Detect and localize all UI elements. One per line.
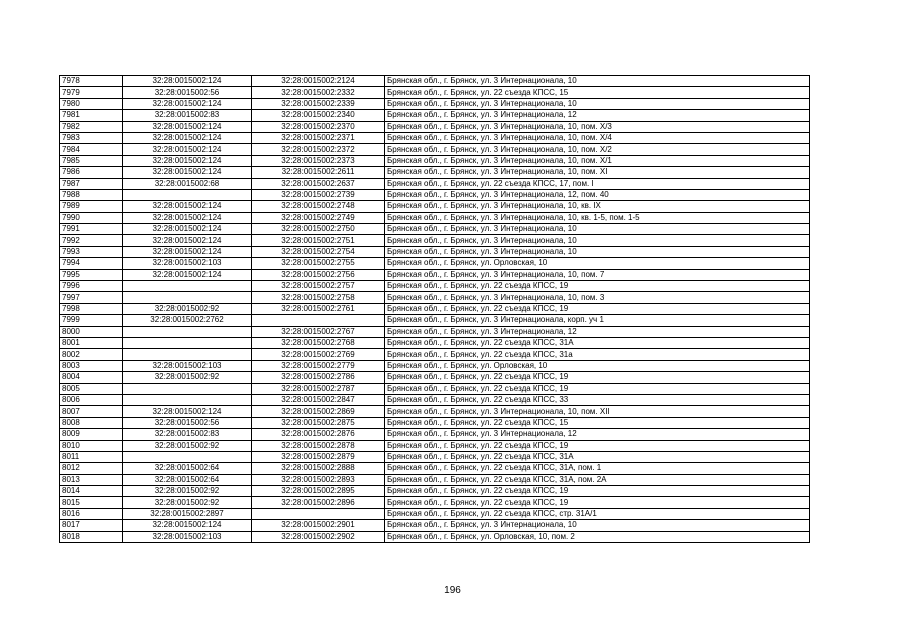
object-number-cell: 32:28:0015002:2339 [252, 98, 385, 109]
parcel-number-cell: 32:28:0015002:92 [123, 486, 252, 497]
address-cell: Брянская обл., г. Брянск, ул. 22 съезда КПСС, 19 [385, 383, 810, 394]
table-row [60, 212, 810, 223]
object-number-cell: 32:28:0015002:2756 [252, 269, 385, 280]
row-number-cell: 7986 [60, 167, 123, 178]
row-number-cell: 8006 [60, 394, 123, 405]
object-number-cell: 32:28:0015002:2769 [252, 349, 385, 360]
address-cell: Брянская обл., г. Брянск, ул. Орловская, 10 [385, 360, 810, 371]
object-number-cell: 32:28:0015002:2786 [252, 372, 385, 383]
table-row [60, 76, 810, 87]
address-cell: Брянская обл., г. Брянск, ул. Орловская, 10 [385, 258, 810, 269]
object-number-cell: 32:28:0015002:2332 [252, 87, 385, 98]
object-number-cell: 32:28:0015002:2893 [252, 474, 385, 485]
object-number-cell: 32:28:0015002:2611 [252, 167, 385, 178]
table-row [60, 178, 810, 189]
row-number-cell: 7979 [60, 87, 123, 98]
row-number-cell: 8014 [60, 486, 123, 497]
address-cell: Брянская обл., г. Брянск, ул. 3 Интернационала, 10, пом. XI [385, 167, 810, 178]
cadastral-table [59, 75, 810, 543]
table-row [60, 326, 810, 337]
table-row [60, 440, 810, 451]
object-number-cell: 32:28:0015002:2895 [252, 486, 385, 497]
parcel-number-cell [123, 337, 252, 348]
object-number-cell: 32:28:0015002:2739 [252, 189, 385, 200]
parcel-number-cell [123, 326, 252, 337]
object-number-cell: 32:28:0015002:2370 [252, 121, 385, 132]
address-cell: Брянская обл., г. Брянск, ул. 3 Интернационала, 10, пом. Х/3 [385, 121, 810, 132]
parcel-number-cell: 32:28:0015002:56 [123, 417, 252, 428]
row-number-cell: 7995 [60, 269, 123, 280]
row-number-cell: 7983 [60, 132, 123, 143]
table-row [60, 429, 810, 440]
row-number-cell: 8008 [60, 417, 123, 428]
address-cell: Брянская обл., г. Брянск, ул. 22 съезда КПСС, 33 [385, 394, 810, 405]
object-number-cell: 32:28:0015002:2750 [252, 224, 385, 235]
row-number-cell: 8002 [60, 349, 123, 360]
table-row [60, 315, 810, 326]
object-number-cell: 32:28:0015002:2879 [252, 451, 385, 462]
row-number-cell: 8009 [60, 429, 123, 440]
parcel-number-cell [123, 383, 252, 394]
table-body [60, 76, 810, 543]
table-row [60, 98, 810, 109]
object-number-cell: 32:28:0015002:2371 [252, 132, 385, 143]
address-cell: Брянская обл., г. Брянск, ул. 3 Интернационала, 12 [385, 110, 810, 121]
address-cell: Брянская обл., г. Брянск, ул. 22 съезда КПСС, 31А, пом. 2А [385, 474, 810, 485]
address-cell: Брянская обл., г. Брянск, ул. 22 съезда КПСС, 17, пом. I [385, 178, 810, 189]
object-number-cell: 32:28:0015002:2902 [252, 531, 385, 542]
table-row [60, 144, 810, 155]
row-number-cell: 7990 [60, 212, 123, 223]
address-cell: Брянская обл., г. Брянск, ул. 3 Интернационала, 10, пом. 7 [385, 269, 810, 280]
object-number-cell: 32:28:0015002:2748 [252, 201, 385, 212]
parcel-number-cell: 32:28:0015002:92 [123, 372, 252, 383]
parcel-number-cell: 32:28:0015002:124 [123, 235, 252, 246]
row-number-cell: 7994 [60, 258, 123, 269]
table-row [60, 224, 810, 235]
row-number-cell: 8005 [60, 383, 123, 394]
parcel-number-cell: 32:28:0015002:92 [123, 497, 252, 508]
parcel-number-cell: 32:28:0015002:124 [123, 224, 252, 235]
parcel-number-cell: 32:28:0015002:124 [123, 98, 252, 109]
table-row [60, 167, 810, 178]
row-number-cell: 7991 [60, 224, 123, 235]
address-cell: Брянская обл., г. Брянск, ул. 22 съезда КПСС, 15 [385, 87, 810, 98]
object-number-cell [252, 315, 385, 326]
row-number-cell: 8017 [60, 520, 123, 531]
row-number-cell: 7993 [60, 246, 123, 257]
table-row [60, 360, 810, 371]
parcel-number-cell: 32:28:0015002:124 [123, 76, 252, 87]
row-number-cell: 7981 [60, 110, 123, 121]
object-number-cell: 32:28:0015002:2754 [252, 246, 385, 257]
parcel-number-cell [123, 451, 252, 462]
table-row [60, 451, 810, 462]
object-number-cell: 32:28:0015002:2340 [252, 110, 385, 121]
parcel-number-cell: 32:28:0015002:103 [123, 258, 252, 269]
table-row [60, 394, 810, 405]
table-row [60, 292, 810, 303]
table-row [60, 474, 810, 485]
address-cell: Брянская обл., г. Брянск, ул. 3 Интернационала, 10, пом. XII [385, 406, 810, 417]
object-number-cell: 32:28:0015002:2896 [252, 497, 385, 508]
address-cell: Брянская обл., г. Брянск, ул. Орловская, 10, пом. 2 [385, 531, 810, 542]
table-row [60, 406, 810, 417]
table-row [60, 121, 810, 132]
row-number-cell: 8018 [60, 531, 123, 542]
parcel-number-cell: 32:28:0015002:124 [123, 246, 252, 257]
object-number-cell: 32:28:0015002:2876 [252, 429, 385, 440]
parcel-number-cell [123, 281, 252, 292]
address-cell: Брянская обл., г. Брянск, ул. 22 съезда КПСС, 15 [385, 417, 810, 428]
parcel-number-cell: 32:28:0015002:92 [123, 440, 252, 451]
parcel-number-cell: 32:28:0015002:124 [123, 144, 252, 155]
parcel-number-cell: 32:28:0015002:64 [123, 474, 252, 485]
parcel-number-cell: 32:28:0015002:56 [123, 87, 252, 98]
table-row [60, 246, 810, 257]
address-cell: Брянская обл., г. Брянск, ул. 3 Интернационала, 10 [385, 235, 810, 246]
object-number-cell: 32:28:0015002:2878 [252, 440, 385, 451]
parcel-number-cell: 32:28:0015002:124 [123, 167, 252, 178]
table-row [60, 531, 810, 542]
parcel-number-cell [123, 349, 252, 360]
address-cell: Брянская обл., г. Брянск, ул. 3 Интернационала, 10, пом. Х/1 [385, 155, 810, 166]
parcel-number-cell: 32:28:0015002:124 [123, 121, 252, 132]
table-row [60, 508, 810, 519]
object-number-cell: 32:28:0015002:2767 [252, 326, 385, 337]
address-cell: Брянская обл., г. Брянск, ул. 22 съезда КПСС, 19 [385, 372, 810, 383]
table-row [60, 497, 810, 508]
address-cell: Брянская обл., г. Брянск, ул. 3 Интернационала, 10 [385, 76, 810, 87]
row-number-cell: 7992 [60, 235, 123, 246]
table-row [60, 303, 810, 314]
object-number-cell: 32:28:0015002:2749 [252, 212, 385, 223]
table-row [60, 383, 810, 394]
address-cell: Брянская обл., г. Брянск, ул. 22 съезда КПСС, 31А [385, 337, 810, 348]
row-number-cell: 8011 [60, 451, 123, 462]
table-row [60, 337, 810, 348]
object-number-cell: 32:28:0015002:2888 [252, 463, 385, 474]
row-number-cell: 8010 [60, 440, 123, 451]
row-number-cell: 8004 [60, 372, 123, 383]
table-row [60, 155, 810, 166]
parcel-number-cell: 32:28:0015002:124 [123, 269, 252, 280]
row-number-cell: 7984 [60, 144, 123, 155]
row-number-cell: 7988 [60, 189, 123, 200]
table-row [60, 486, 810, 497]
address-cell: Брянская обл., г. Брянск, ул. 3 Интернационала, 10 [385, 98, 810, 109]
parcel-number-cell: 32:28:0015002:83 [123, 110, 252, 121]
table-row [60, 372, 810, 383]
parcel-number-cell: 32:28:0015002:124 [123, 201, 252, 212]
table-row [60, 235, 810, 246]
row-number-cell: 7978 [60, 76, 123, 87]
address-cell: Брянская обл., г. Брянск, ул. 22 съезда КПСС, 19 [385, 497, 810, 508]
address-cell: Брянская обл., г. Брянск, ул. 3 Интернационала, 10, пом. Х/2 [385, 144, 810, 155]
row-number-cell: 7997 [60, 292, 123, 303]
object-number-cell: 32:28:0015002:2757 [252, 281, 385, 292]
parcel-number-cell: 32:28:0015002:124 [123, 520, 252, 531]
address-cell: Брянская обл., г. Брянск, ул. 3 Интернационала, 10 [385, 246, 810, 257]
table-row [60, 258, 810, 269]
object-number-cell: 32:28:0015002:2761 [252, 303, 385, 314]
table-row [60, 463, 810, 474]
row-number-cell: 8016 [60, 508, 123, 519]
row-number-cell: 7985 [60, 155, 123, 166]
row-number-cell: 7996 [60, 281, 123, 292]
parcel-number-cell: 32:28:0015002:2762 [123, 315, 252, 326]
object-number-cell: 32:28:0015002:2373 [252, 155, 385, 166]
object-number-cell: 32:28:0015002:2124 [252, 76, 385, 87]
address-cell: Брянская обл., г. Брянск, ул. 22 съезда КПСС, 31а [385, 349, 810, 360]
address-cell: Брянская обл., г. Брянск, ул. 3 Интернационала, 10 [385, 224, 810, 235]
address-cell: Брянская обл., г. Брянск, ул. 22 съезда КПСС, 19 [385, 440, 810, 451]
address-cell: Брянская обл., г. Брянск, ул. 22 съезда КПСС, 31А, пом. 1 [385, 463, 810, 474]
parcel-number-cell: 32:28:0015002:92 [123, 303, 252, 314]
table-row [60, 417, 810, 428]
parcel-number-cell [123, 189, 252, 200]
parcel-number-cell [123, 292, 252, 303]
page-number: 196 [444, 585, 461, 596]
parcel-number-cell: 32:28:0015002:103 [123, 531, 252, 542]
object-number-cell: 32:28:0015002:2787 [252, 383, 385, 394]
address-cell: Брянская обл., г. Брянск, ул. 22 съезда КПСС, стр. 31А/1 [385, 508, 810, 519]
address-cell: Брянская обл., г. Брянск, ул. 3 Интернационала, 10, пом. Х/4 [385, 132, 810, 143]
table-row [60, 201, 810, 212]
parcel-number-cell: 32:28:0015002:64 [123, 463, 252, 474]
address-cell: Брянская обл., г. Брянск, ул. 3 Интернационала, 12 [385, 429, 810, 440]
address-cell: Брянская обл., г. Брянск, ул. 3 Интернационала, 10, кв. 1-5, пом. 1-5 [385, 212, 810, 223]
address-cell: Брянская обл., г. Брянск, ул. 3 Интернационала, 10, пом. 3 [385, 292, 810, 303]
object-number-cell: 32:28:0015002:2875 [252, 417, 385, 428]
object-number-cell: 32:28:0015002:2637 [252, 178, 385, 189]
address-cell: Брянская обл., г. Брянск, ул. 22 съезда КПСС, 19 [385, 281, 810, 292]
object-number-cell: 32:28:0015002:2758 [252, 292, 385, 303]
parcel-number-cell [123, 394, 252, 405]
row-number-cell: 8015 [60, 497, 123, 508]
row-number-cell: 7987 [60, 178, 123, 189]
row-number-cell: 7980 [60, 98, 123, 109]
table-row [60, 281, 810, 292]
address-cell: Брянская обл., г. Брянск, ул. 3 Интернационала, корп. уч 1 [385, 315, 810, 326]
parcel-number-cell: 32:28:0015002:68 [123, 178, 252, 189]
table-row [60, 110, 810, 121]
object-number-cell: 32:28:0015002:2768 [252, 337, 385, 348]
row-number-cell: 8013 [60, 474, 123, 485]
row-number-cell: 8012 [60, 463, 123, 474]
row-number-cell: 7998 [60, 303, 123, 314]
parcel-number-cell: 32:28:0015002:124 [123, 155, 252, 166]
row-number-cell: 8000 [60, 326, 123, 337]
row-number-cell: 8003 [60, 360, 123, 371]
parcel-number-cell: 32:28:0015002:124 [123, 132, 252, 143]
parcel-number-cell: 32:28:0015002:83 [123, 429, 252, 440]
row-number-cell: 7982 [60, 121, 123, 132]
table-row [60, 520, 810, 531]
object-number-cell [252, 508, 385, 519]
parcel-number-cell: 32:28:0015002:124 [123, 406, 252, 417]
table-row [60, 189, 810, 200]
object-number-cell: 32:28:0015002:2779 [252, 360, 385, 371]
address-cell: Брянская обл., г. Брянск, ул. 3 Интернационала, 10 [385, 520, 810, 531]
row-number-cell: 8001 [60, 337, 123, 348]
parcel-number-cell: 32:28:0015002:103 [123, 360, 252, 371]
row-number-cell: 7999 [60, 315, 123, 326]
row-number-cell: 7989 [60, 201, 123, 212]
table-row [60, 132, 810, 143]
address-cell: Брянская обл., г. Брянск, ул. 22 съезда КПСС, 19 [385, 303, 810, 314]
table-row [60, 349, 810, 360]
parcel-number-cell: 32:28:0015002:124 [123, 212, 252, 223]
address-cell: Брянская обл., г. Брянск, ул. 22 съезда КПСС, 19 [385, 486, 810, 497]
parcel-number-cell: 32:28:0015002:2897 [123, 508, 252, 519]
object-number-cell: 32:28:0015002:2372 [252, 144, 385, 155]
address-cell: Брянская обл., г. Брянск, ул. 3 Интернационала, 12 [385, 326, 810, 337]
table-row [60, 87, 810, 98]
object-number-cell: 32:28:0015002:2901 [252, 520, 385, 531]
row-number-cell: 8007 [60, 406, 123, 417]
object-number-cell: 32:28:0015002:2869 [252, 406, 385, 417]
address-cell: Брянская обл., г. Брянск, ул. 3 Интернационала, 10, кв. IX [385, 201, 810, 212]
address-cell: Брянская обл., г. Брянск, ул. 3 Интернационала, 12, пом. 40 [385, 189, 810, 200]
object-number-cell: 32:28:0015002:2755 [252, 258, 385, 269]
address-cell: Брянская обл., г. Брянск, ул. 22 съезда КПСС, 31А [385, 451, 810, 462]
table-row [60, 269, 810, 280]
object-number-cell: 32:28:0015002:2847 [252, 394, 385, 405]
object-number-cell: 32:28:0015002:2751 [252, 235, 385, 246]
